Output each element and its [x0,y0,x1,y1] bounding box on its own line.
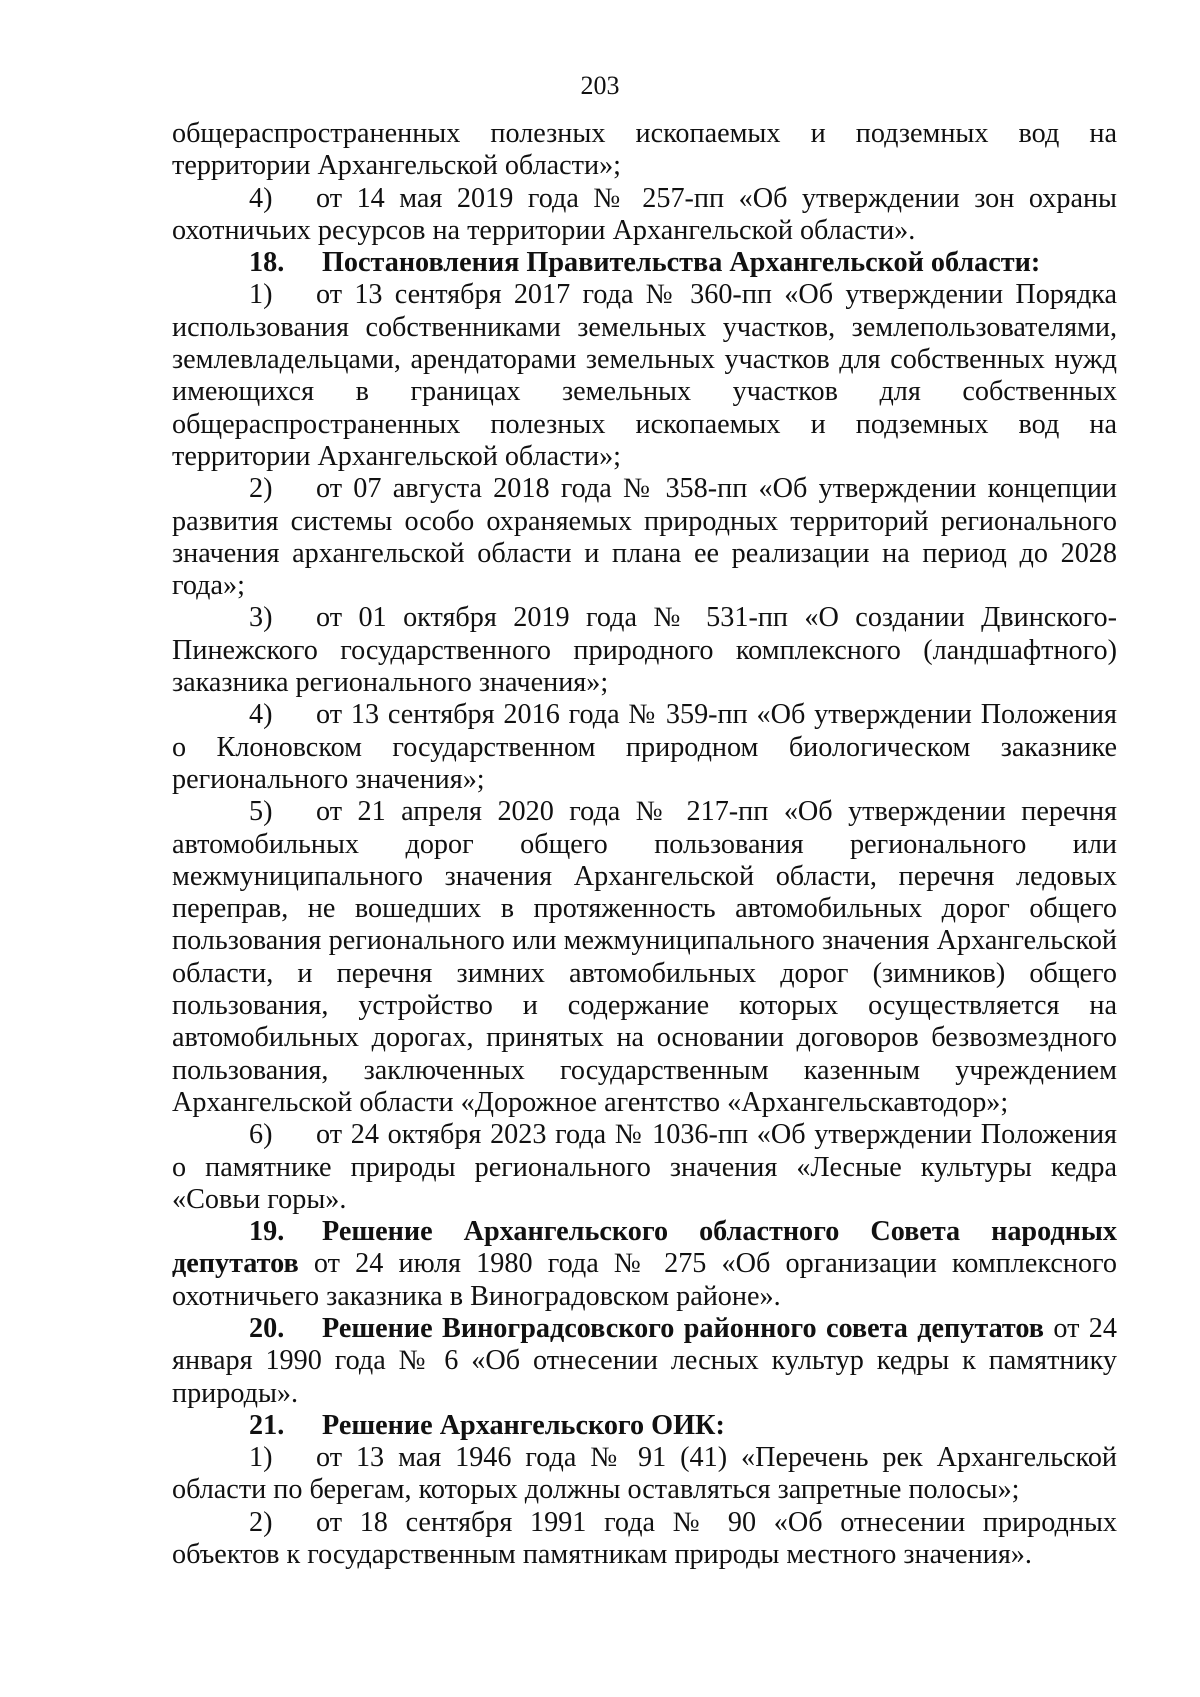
list-item-number: 4) [249,699,273,731]
list-item [172,183,1117,248]
document-body [172,118,1117,1571]
list-item-number: 2) [249,1506,273,1538]
list-item [172,1507,1117,1572]
list-item-text: от 24 октября 2023 года № 1036-пп «Об утверждении Положения о памятнике природы регионального значения «Лесные культуры кедра «Совьи горы». [172,1119,1117,1215]
list-item [172,1442,1117,1507]
section-heading-20 [172,1313,1117,1410]
list-item-number: 6) [249,1119,273,1151]
list-item-text: от 14 мая 2019 года № 257-пп «Об утверждении зон охраны охотничьих ресурсов на территории Архангельской области». [172,182,1117,246]
section-number: 20. [249,1312,285,1344]
list-item-text: от 07 августа 2018 года № 358-пп «Об утверждении концепции развития системы особо охраняемых природных территорий регионального значения архангельской области и плана ее реализации на период до 2028 года»; [172,473,1117,602]
list-item-number: 2) [249,473,273,505]
list-item-number: 4) [249,182,273,214]
list-item [172,1119,1117,1216]
list-item-number: 3) [249,602,273,634]
section-title: Решение Виноградсовского районного совета депутатов [322,1312,1045,1344]
list-item-text: от 01 октября 2019 года № 531-пп «О создании Двинского-Пинежского государственного природного комплексного (ландшафтного) заказника регионального значения»; [172,602,1117,699]
section-text: от 24 июля 1980 года № 275 «Об организации комплексного охотничьего заказника в Виноградовском районе». [172,1248,1117,1312]
section-title: Решение Архангельского ОИК: [322,1409,725,1441]
list-item [172,279,1117,473]
list-item-text: от 13 мая 1946 года № 91 (41) «Перечень рек Архангельской области по берегам, которых должны оставляться запретные полосы»; [172,1442,1117,1506]
list-item [172,473,1117,602]
section-number: 21. [249,1409,285,1441]
list-item-text: от 18 сентября 1991 года № 90 «Об отнесении природных объектов к государственным памятникам природы местного значения». [172,1506,1117,1571]
list-item [172,699,1117,796]
list-item-number: 5) [249,796,273,828]
section-number: 19. [249,1216,285,1248]
section-heading-19 [172,1216,1117,1313]
list-item [172,602,1117,699]
section-number: 18. [249,247,285,279]
list-item-text: от 13 сентября 2016 года № 359-пп «Об утверждении Положения о Клоновском государственном природном биологическом заказнике регионального значения»; [172,699,1117,795]
page-number: 203 [580,71,620,100]
list-item-text: от 21 апреля 2020 года № 217-пп «Об утверждении перечня автомобильных дорог общего пользования регионального или межмуниципального значения Архангельской области, перечня ледовых переправ, не вошедших в протяженность автомобильных дорог общего пользования регионального или межмуниципального значения Архангельской области, и перечня зимних автомобильных дорог (зимников) общего пользования, устройство и содержание которых осуществляется на автомобильных дорогах, принятых на основании договоров безвозмездного пользования, заключенных государственным казенным учреждением Архангельской области «Дорожное агентство «Архангельскавтодор»; [172,796,1117,1118]
list-item [172,796,1117,1119]
section-heading-18 [172,247,1117,279]
section-heading-21 [172,1410,1117,1442]
section-title: Постановления Правительства Архангельской области: [322,247,1041,279]
paragraph-continuation: общераспространенных полезных ископаемых и подземных вод на территории Архангельской области»; [172,118,1117,182]
list-item-number: 1) [249,279,273,311]
list-item-text: от 13 сентября 2017 года № 360-пп «Об утверждении Порядка использования собственниками земельных участков, землепользователями, землевладельцами, арендаторами земельных участков для собственных нужд имеющихся в границах земельных участков для собственных общераспространенных полезных ископаемых и подземных вод на территории Архангельской области»; [172,279,1117,472]
section-title: Решение Архангельского областного Совета народных депутатов [172,1216,1117,1280]
list-item-number: 1) [249,1442,273,1474]
section-text: от 24 января 1990 года № 6 «Об отнесении лесных культур кедры к памятнику природы». [172,1312,1117,1409]
